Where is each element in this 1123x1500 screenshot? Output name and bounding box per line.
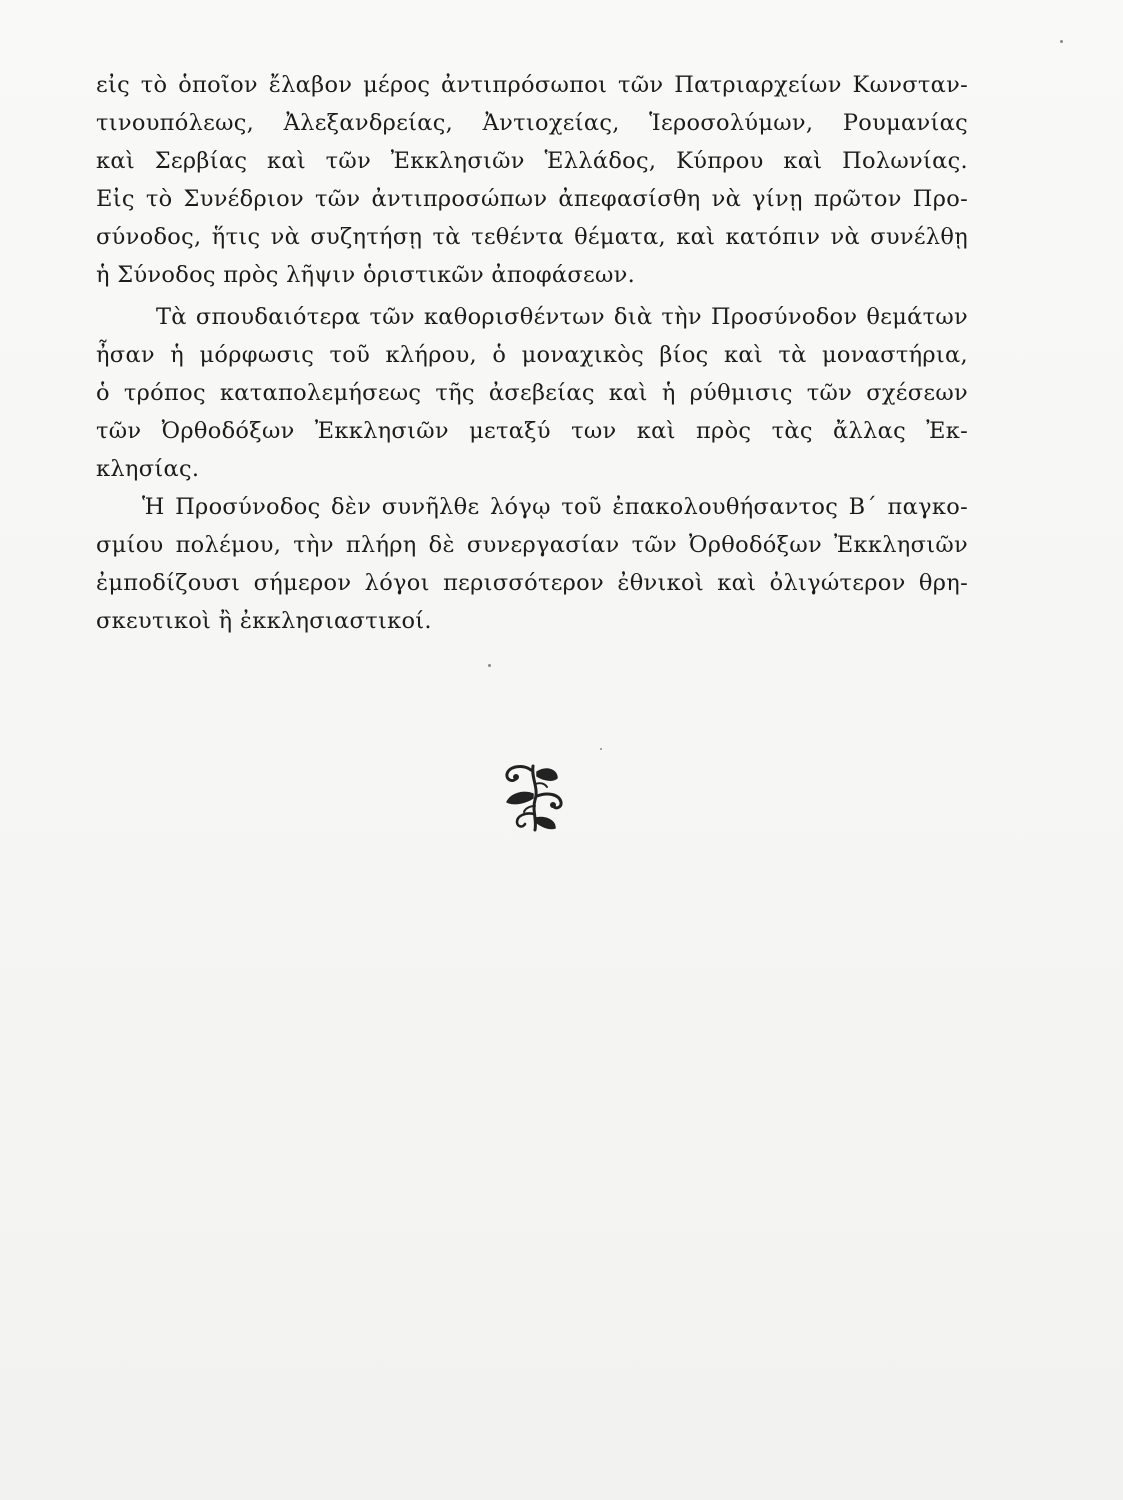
print-speck xyxy=(488,664,491,667)
text-line: ὁ τρόπος καταπολεμήσεως τῆς ἀσεβείας καὶ ἡ ρύθμισις τῶν σχέσεων xyxy=(96,380,968,406)
text-line: κλησίας. xyxy=(96,456,200,482)
text-line: καὶ Σερβίας καὶ τῶν Ἐκκλησιῶν Ἑλλάδος, Κύπρου καὶ Πολωνίας. xyxy=(96,148,968,174)
text-line: εἰς τὸ ὁποῖον ἔλαβον μέρος ἀντιπρόσωποι τῶν Πατριαρχείων Κωνσταν- xyxy=(96,72,968,98)
paragraph-2 xyxy=(96,298,968,488)
paragraph-1 xyxy=(96,66,968,294)
print-speck xyxy=(600,748,602,750)
text-line: σμίου πολέμου, τὴν πλήρη δὲ συνεργασίαν τῶν Ὀρθοδόξων Ἐκκλησιῶν xyxy=(96,532,968,558)
text-line: ἡ Σύνοδος πρὸς λῆψιν ὁριστικῶν ἀποφάσεων. xyxy=(96,262,636,288)
text-line: ἐμποδίζουσι σήμερον λόγοι περισσότερον ἐθνικοὶ καὶ ὀλιγώτερον θρη- xyxy=(96,570,968,596)
text-line: σκευτικοὶ ἢ ἐκκλησιαστικοί. xyxy=(96,608,432,634)
text-line: ἦσαν ἡ μόρφωσις τοῦ κλήρου, ὁ μοναχικὸς βίος καὶ τὰ μοναστήρια, xyxy=(96,342,968,368)
text-line: Εἰς τὸ Συνέδριον τῶν ἀντιπροσώπων ἀπεφασίσθη νὰ γίνῃ πρῶτον Προ- xyxy=(96,186,968,212)
paragraph-3 xyxy=(96,488,968,640)
text-line: τινουπόλεως, Ἀλεξανδρείας, Ἀντιοχείας, Ἱεροσολύμων, Ρουμανίας xyxy=(96,110,968,136)
print-speck xyxy=(1060,40,1063,43)
text-line: σύνοδος, ἥτις νὰ συζητήσῃ τὰ τεθέντα θέματα, καὶ κατόπιν νὰ συνέλθῃ xyxy=(96,224,968,250)
text-line: Τὰ σπουδαιότερα τῶν καθορισθέντων διὰ τὴν Προσύνοδον θεμάτων xyxy=(156,304,968,330)
body-text xyxy=(96,66,968,640)
text-line: τῶν Ὀρθοδόξων Ἐκκλησιῶν μεταξύ των καὶ πρὸς τὰς ἄλλας Ἐκ- xyxy=(96,418,968,444)
text-line: Ἡ Προσύνοδος δὲν συνῆλθε λόγῳ τοῦ ἐπακολουθήσαντος Β΄ παγκο- xyxy=(142,494,968,520)
fleuron-ornament-icon xyxy=(495,756,575,836)
